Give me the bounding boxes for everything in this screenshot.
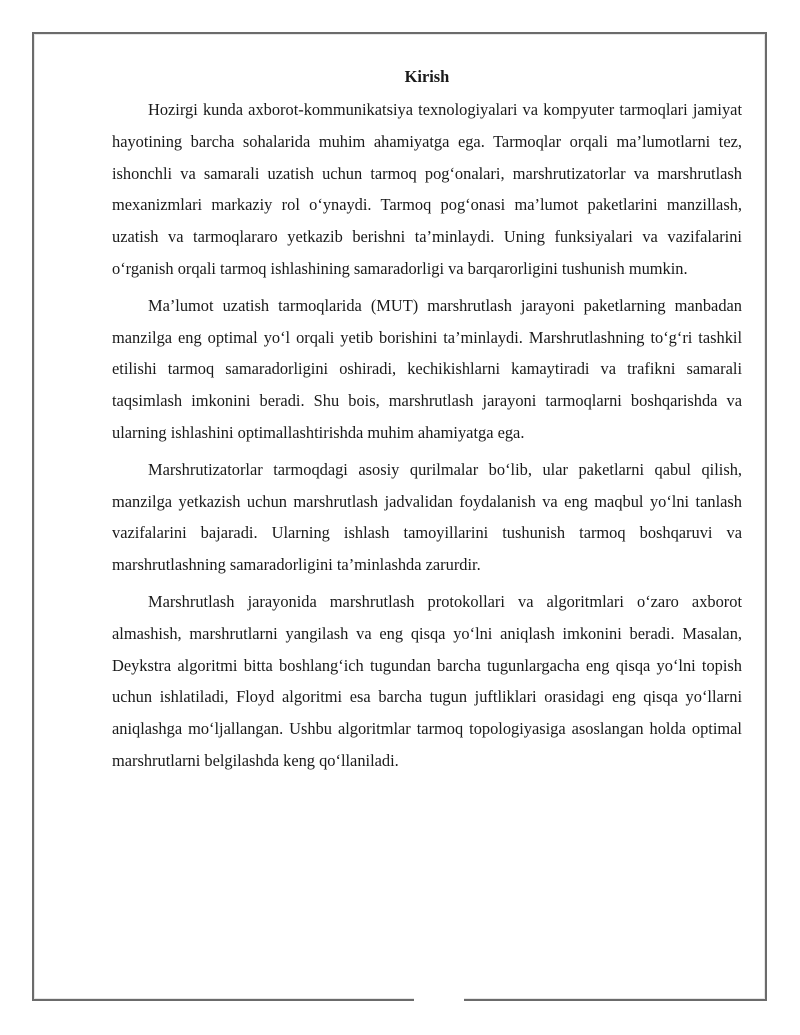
paragraph-3: Marshrutizatorlar tarmoqdagi asosiy qurilmalar bo‘lib, ular paketlarni qabul qilish, manzilga yetkazish uchun marshrutlash jadvalidan foydalanish va eng maqbul yo‘lni tanlash vazifalarini bajaradi. Ularning ishlash tamoyillarini tushunish tarmoq boshqaruvi va marshrutlashning samaradorligini ta’minlashda zarurdir. xyxy=(112,459,742,575)
paragraph-1: Hozirgi kunda axborot-kommunikatsiya texnologiyalari va kompyuter tarmoqlari jamiyat hayotining barcha sohalarida muhim ahamiyatga ega. Tarmoqlar orqali ma’lumotlarni tez, ishonchli va samarali uzatish uchun tarmoq pog‘onalari, marshrutizatorlar va marshrutlash mexanizmlari markaziy rol o‘ynaydi. Tarmoq pog‘onasi ma’lumot paketlarini manzillash, uzatish va tarmoqlararo yetkazib berishni ta’minlaydi. Uning funksiyalari va vazifalarini o‘rganish orqali tarmoq ishlashining samaradorligi va barqarorligini tushunish mumkin. xyxy=(112,100,742,278)
section-title: Kirish xyxy=(404,67,450,86)
page-border-gap xyxy=(414,997,464,1005)
paragraph-4: Marshrutlash jarayonida marshrutlash protokollari va algoritmlari o‘zaro axborot almashish, marshrutlarni yangilash va eng qisqa yo‘lni aniqlash imkonini beradi. Masalan, Deykstra algoritmi bitta boshlang‘ich tugundan barcha tugunlargacha eng qisqa yo‘lni topish uchun ishlatiladi, Floyd algoritmi esa barcha tugun juftliklari orasidagi eng qisqa yo‘llarni aniqlashga mo‘ljallangan. Ushbu algoritmlar tarmoq topologiyasiga asoslangan holda optimal marshrutlarni belgilashda keng qo‘llaniladi. xyxy=(112,591,742,770)
paragraph-2: Ma’lumot uzatish tarmoqlarida (MUT) marshrutlash jarayoni paketlarning manbadan manzilga eng optimal yo‘l orqali yetib borishini ta’minlaydi. Marshrutlashning to‘g‘ri tashkil etilishi tarmoq samaradorligini oshiradi, kechikishlarni kamaytiradi va trafikni samarali taqsimlash imkonini beradi. Shu bois, marshrutlash jarayoni tarmoqlarni boshqarishda va ularning ishlashini optimallashtirishda muhim ahamiyatga ega. xyxy=(112,295,742,442)
document-body xyxy=(112,62,742,782)
